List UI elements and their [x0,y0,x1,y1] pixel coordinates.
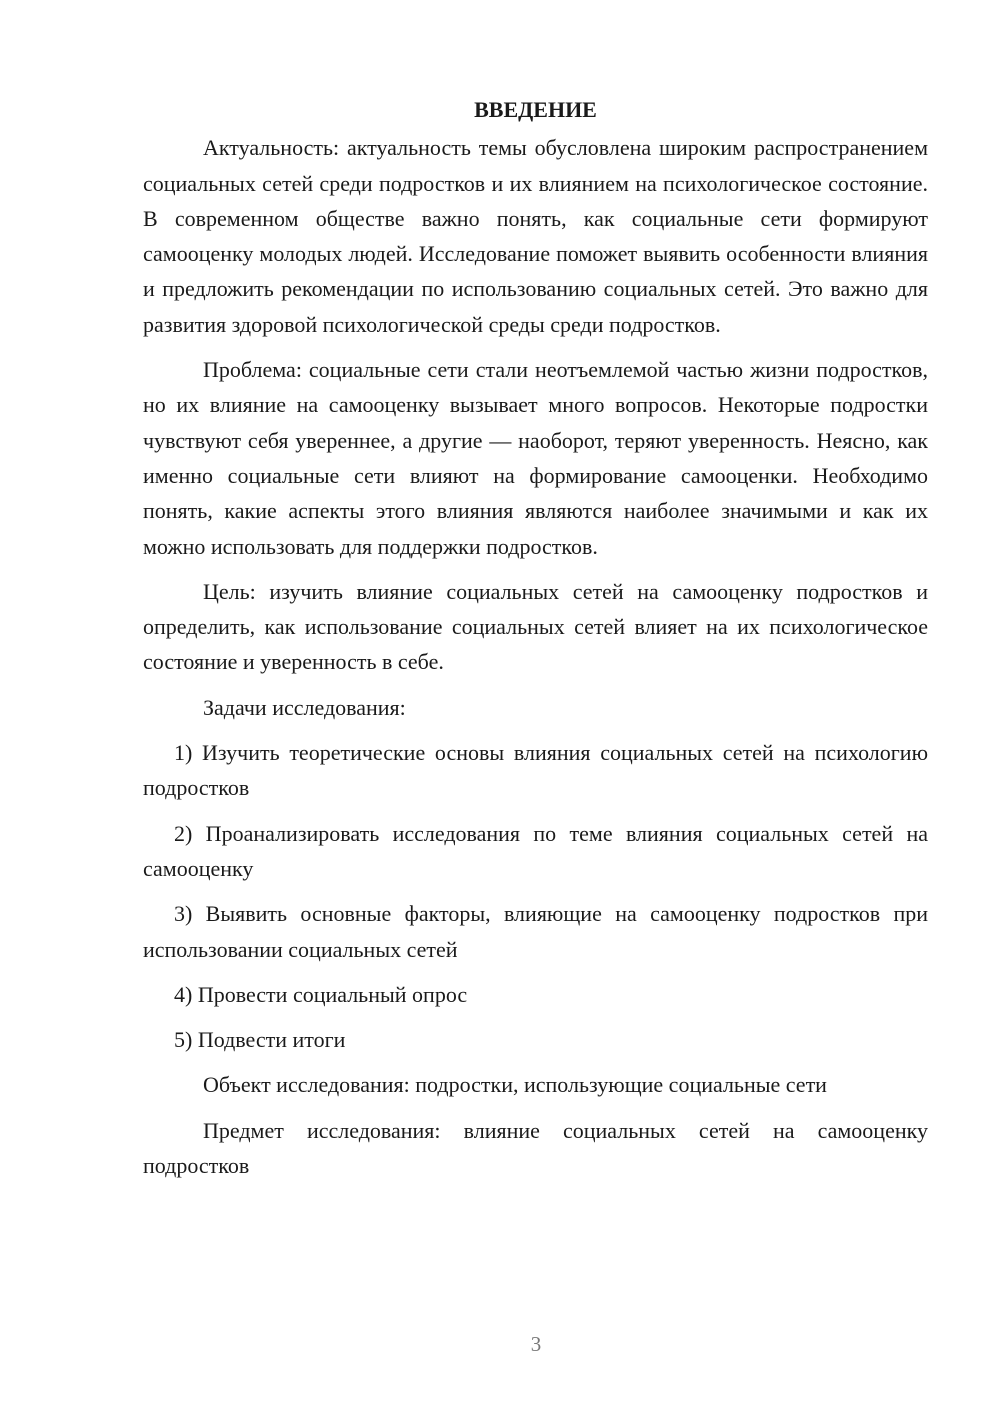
page-number: 3 [530,1332,542,1356]
task-item-4: 4) Провести социальный опрос [174,981,468,1007]
goal-paragraph: Цель: изучить влияние социальных сетей на самооценку подростков и определить, как использование социальных сетей влияет на их психологическое состояние и уверенность в себе. [143,578,928,675]
research-object-paragraph: Объект исследования: подростки, использующие социальные сети [203,1072,827,1098]
tasks-heading: Задачи исследования: [203,694,406,720]
problem-paragraph: Проблема: социальные сети стали неотъемлемой частью жизни подростков, но их влияние на самооценку вызывает много вопросов. Некоторые подростки чувствуют себя увереннее, а другие — наоборот, теряют уверенность. Неясно, как именно социальные сети влияют на формирование самооценки. Необходимо понять, какие аспекты этого влияния являются наиболее значимыми и как их можно использовать для поддержки подростков. [143,357,928,559]
task-item-5: 5) Подвести итоги [174,1027,346,1053]
research-subject-paragraph: Предмет исследования: влияние социальных сетей на самооценку подростков [143,1117,928,1179]
section-title: ВВЕДЕНИЕ [474,97,597,122]
task-item-3: 3) Выявить основные факторы, влияющие на самооценку подростков при использовании социальных сетей [143,901,928,962]
relevance-paragraph: Актуальность: актуальность темы обусловлена широким распространением социальных сетей среди подростков и их влиянием на психологическое состояние. В современном обществе важно понять, как социальные сети формируют самооценку молодых людей. Исследование поможет выявить особенности влияния и предложить рекомендации по использованию социальных сетей. Это важно для развития здоровой психологической среды среди подростков. [143,135,928,337]
task-item-1: 1) Изучить теоретические основы влияния социальных сетей на психологию подростков [143,740,928,801]
task-item-2: 2) Проанализировать исследования по теме влияния социальных сетей на самооценку [143,820,928,881]
page-content [143,92,928,1193]
